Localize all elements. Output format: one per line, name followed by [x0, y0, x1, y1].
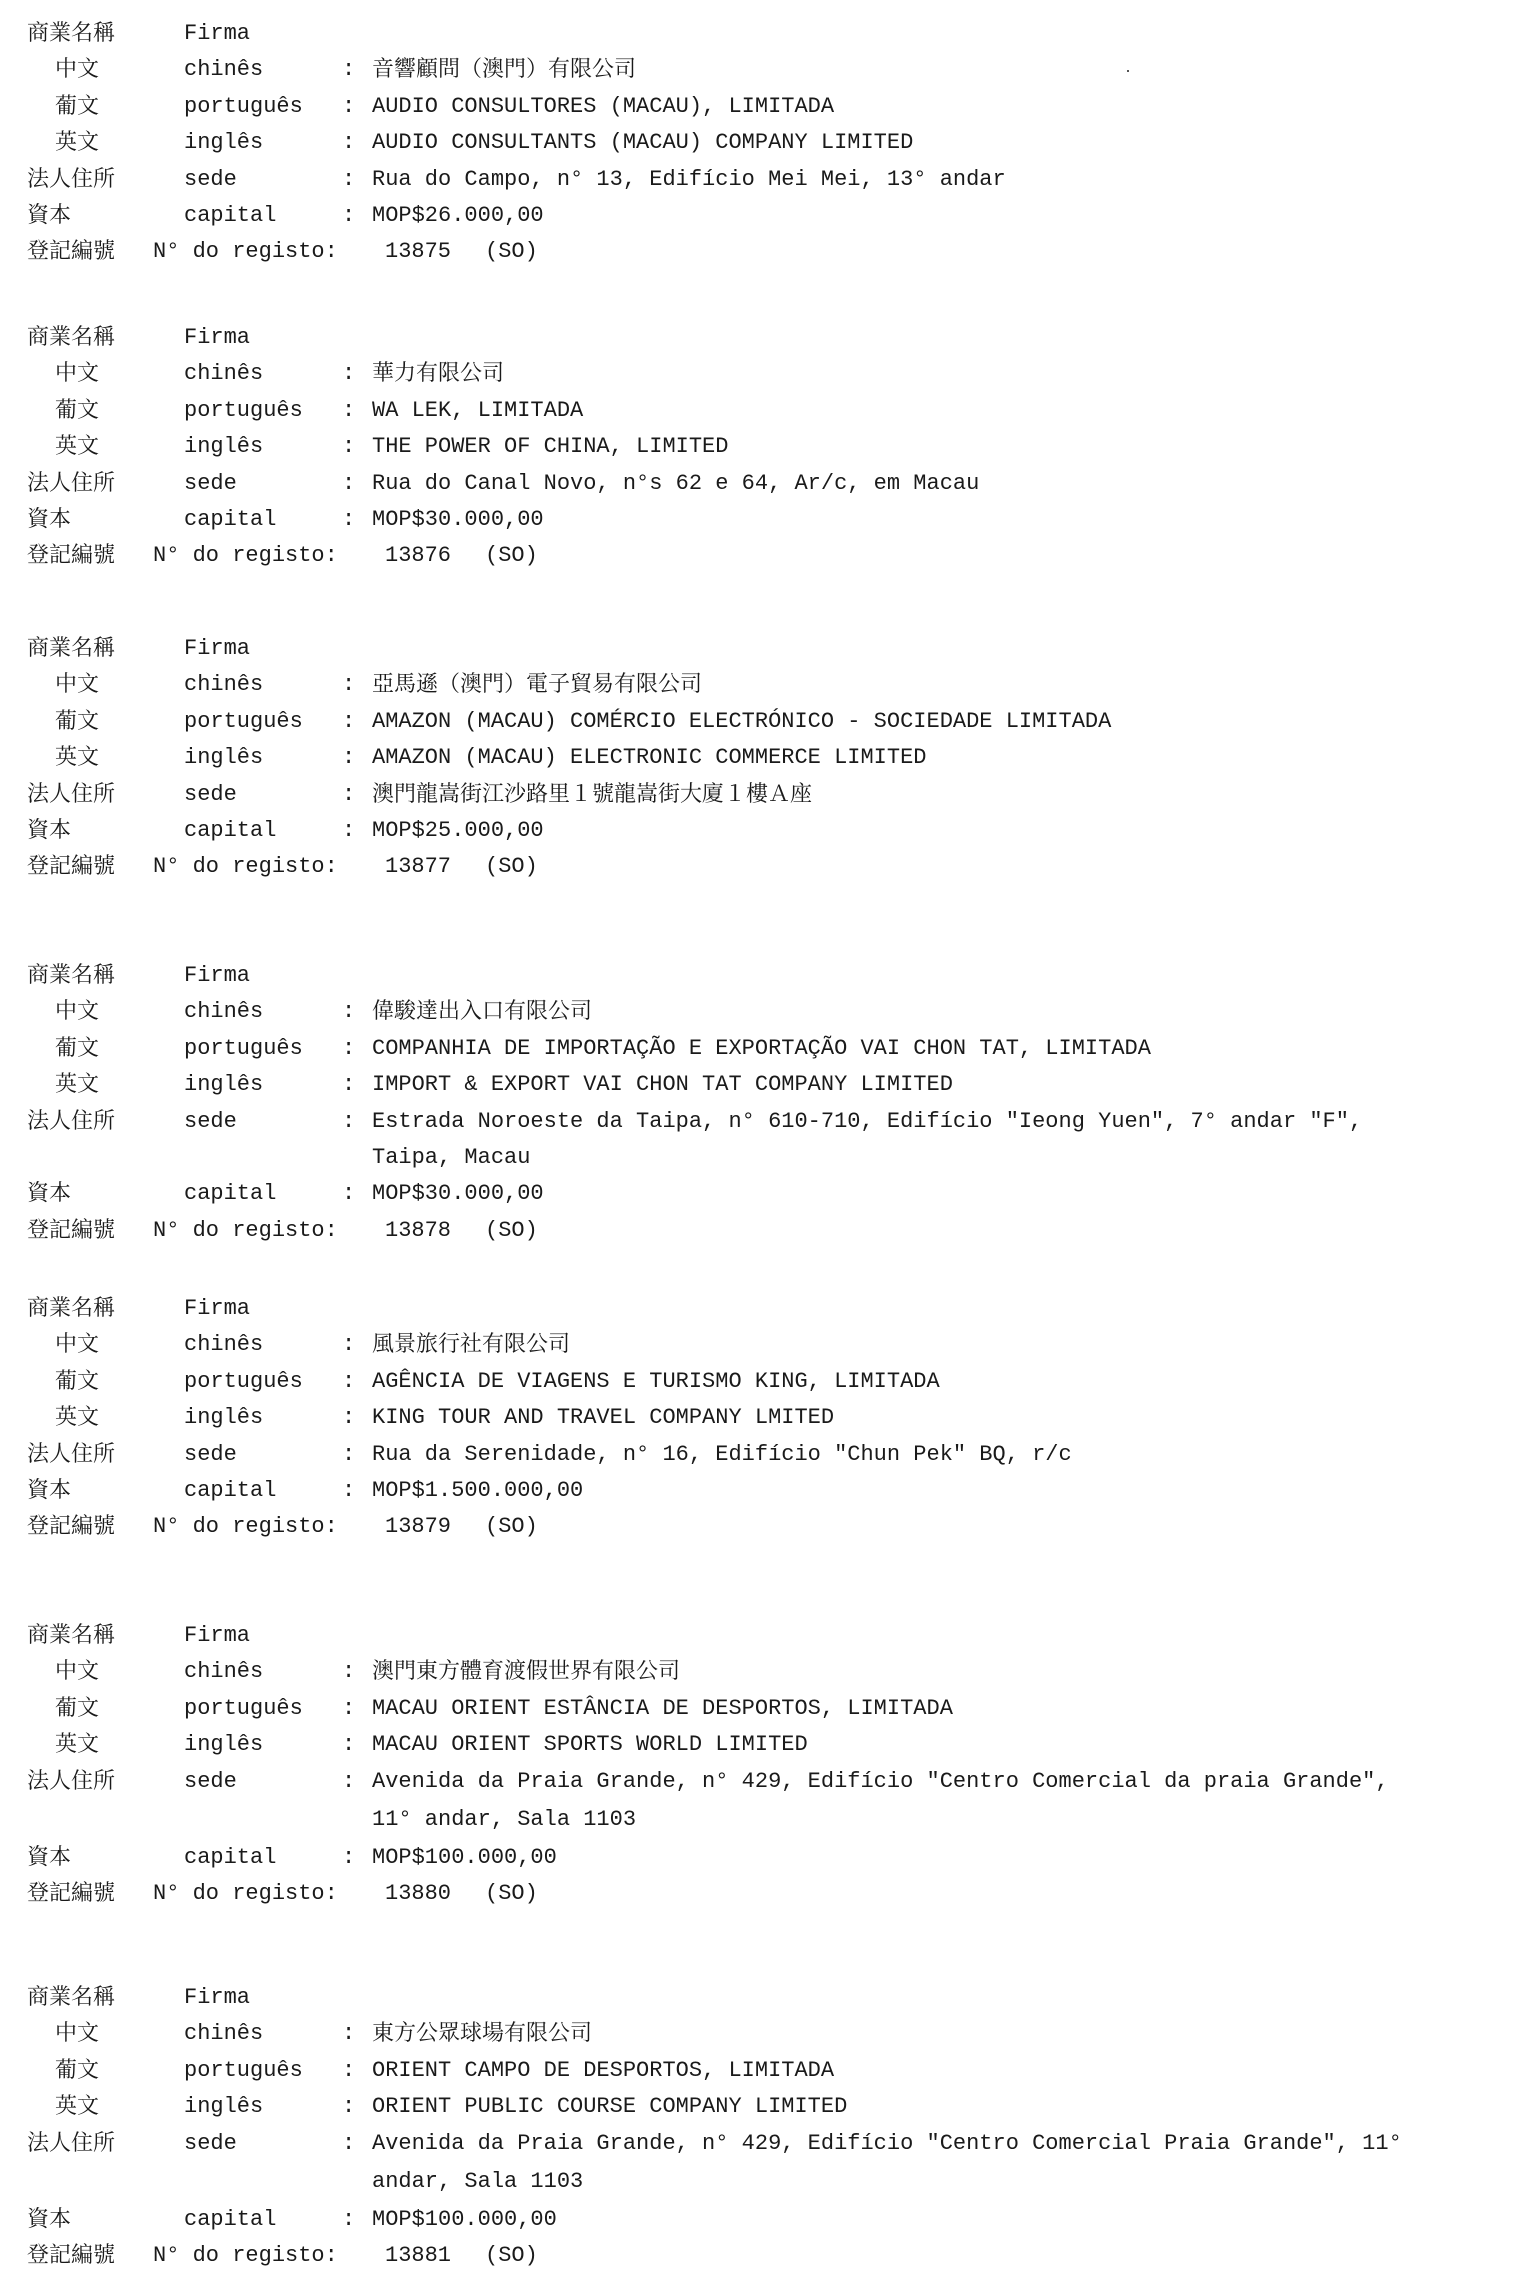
company-entry: [0, 320, 1530, 575]
colon: :: [342, 1181, 356, 1207]
label-ingles-zh: 英文: [55, 1072, 100, 1098]
label-firma-pt: Firma: [184, 1623, 251, 1648]
registo-so: (SO): [485, 2243, 538, 2269]
label-registo-pt: N° do registo:: [153, 239, 338, 265]
firma-row: [0, 16, 1530, 52]
label-ingles-zh: 英文: [55, 745, 100, 771]
label-chines-zh: 中文: [55, 1659, 100, 1685]
english-name-row: [0, 429, 1530, 465]
capital-row: [0, 1176, 1530, 1212]
sede-address-continuation: andar, Sala 1103: [372, 2168, 584, 2194]
label-ingles-zh: 英文: [55, 130, 100, 156]
capital-row: [0, 1840, 1530, 1876]
label-chines-zh: 中文: [55, 672, 100, 698]
label-sede-pt: sede: [184, 470, 237, 496]
english-name: THE POWER OF CHINA, LIMITED: [372, 434, 729, 460]
label-firma-zh: 商業名稱: [27, 1296, 116, 1321]
company-entry: [0, 1291, 1530, 1546]
portuguese-name-row: [0, 704, 1530, 740]
registo-so: (SO): [485, 543, 538, 569]
label-capital-zh: 資本: [27, 202, 72, 228]
label-sede-zh: 法人住所: [27, 1768, 116, 1794]
label-capital-zh: 資本: [27, 1181, 72, 1207]
firma-row: [0, 1980, 1530, 2016]
registo-value: [385, 234, 538, 270]
firma-row: [0, 631, 1530, 667]
colon: :: [342, 2021, 356, 2047]
chinese-name: 華力有限公司: [372, 361, 505, 387]
portuguese-name-row: [0, 2053, 1530, 2089]
firma-row: [0, 1291, 1530, 1327]
english-name: MACAU ORIENT SPORTS WORLD LIMITED: [372, 1732, 808, 1758]
label-registo-zh: 登記編號: [27, 2243, 116, 2269]
label-chines-pt: chinês: [184, 999, 264, 1025]
registo-so: (SO): [485, 1217, 538, 1243]
registo-row: [0, 2238, 1530, 2274]
colon: :: [342, 1659, 356, 1685]
registo-value: [385, 1509, 538, 1545]
colon: :: [342, 361, 356, 387]
colon: :: [342, 1072, 356, 1098]
label-firma-zh: 商業名稱: [27, 1623, 116, 1648]
label-registo-zh: 登記編號: [27, 1217, 116, 1243]
colon: :: [342, 166, 356, 192]
label-portugues-pt: português: [184, 1695, 303, 1721]
label-registo-zh: 登記編號: [27, 1514, 116, 1540]
sede-address: Rua do Canal Novo, n°s 62 e 64, Ar/c, em Macau: [372, 470, 980, 496]
registo-value: [385, 1876, 538, 1912]
label-sede-pt: sede: [184, 166, 237, 192]
label-chines-zh: 中文: [55, 361, 100, 387]
label-chines-pt: chinês: [184, 672, 264, 698]
label-sede-pt: sede: [184, 1441, 237, 1467]
label-firma-pt: Firma: [184, 21, 251, 46]
colon: :: [342, 397, 356, 423]
colon: :: [342, 1732, 356, 1758]
chinese-name: 東方公眾球場有限公司: [372, 2021, 593, 2047]
label-registo-pt: N° do registo:: [153, 543, 338, 569]
label-registo-pt: N° do registo:: [153, 1217, 338, 1243]
company-entry: [0, 1980, 1530, 2275]
label-chines-pt: chinês: [184, 361, 264, 387]
label-ingles-pt: inglês: [184, 1405, 264, 1431]
portuguese-name: MACAU ORIENT ESTÂNCIA DE DESPORTOS, LIMITADA: [372, 1695, 953, 1721]
colon: :: [342, 2206, 356, 2232]
label-chines-pt: chinês: [184, 2021, 264, 2047]
registo-row: [0, 1876, 1530, 1912]
registo-number: 13877: [385, 854, 452, 880]
colon: :: [342, 1768, 356, 1794]
label-portugues-zh: 葡文: [55, 1368, 100, 1394]
sede-address: Avenida da Praia Grande, n° 429, Edifício "Centro Comercial da praia Grande",: [372, 1768, 1389, 1794]
firma-row: [0, 1618, 1530, 1654]
label-chines-zh: 中文: [55, 1332, 100, 1358]
sede-continuation-row: [0, 2162, 1530, 2202]
label-capital-pt: capital: [184, 202, 277, 228]
label-sede-zh: 法人住所: [27, 1108, 116, 1134]
label-chines-zh: 中文: [55, 999, 100, 1025]
label-ingles-pt: inglês: [184, 1072, 264, 1098]
label-portugues-zh: 葡文: [55, 93, 100, 119]
capital-value: MOP$100.000,00: [372, 2206, 557, 2232]
label-sede-pt: sede: [184, 1768, 237, 1794]
label-portugues-pt: português: [184, 1035, 303, 1061]
label-registo-pt: N° do registo:: [153, 2243, 338, 2269]
label-registo-pt: N° do registo:: [153, 1881, 338, 1907]
label-firma-pt: Firma: [184, 636, 251, 661]
portuguese-name: AMAZON (MACAU) COMÉRCIO ELECTRÓNICO - SOCIEDADE LIMITADA: [372, 708, 1112, 734]
label-ingles-pt: inglês: [184, 130, 264, 156]
label-portugues-pt: português: [184, 1368, 303, 1394]
capital-value: MOP$30.000,00: [372, 506, 544, 532]
chinese-name: 風景旅行社有限公司: [372, 1332, 571, 1358]
label-capital-zh: 資本: [27, 506, 72, 532]
label-capital-pt: capital: [184, 1844, 277, 1870]
portuguese-name: AGÊNCIA DE VIAGENS E TURISMO KING, LIMITADA: [372, 1368, 940, 1394]
capital-value: MOP$1.500.000,00: [372, 1477, 584, 1503]
label-chines-zh: 中文: [55, 2021, 100, 2047]
label-firma-zh: 商業名稱: [27, 21, 116, 46]
english-name: AMAZON (MACAU) ELECTRONIC COMMERCE LIMITED: [372, 745, 927, 771]
label-capital-pt: capital: [184, 2206, 277, 2232]
colon: :: [342, 708, 356, 734]
label-capital-pt: capital: [184, 817, 277, 843]
label-sede-pt: sede: [184, 2130, 237, 2156]
english-name-row: [0, 2089, 1530, 2125]
label-chines-pt: chinês: [184, 1332, 264, 1358]
chinese-name-row: [0, 356, 1530, 392]
label-firma-pt: Firma: [184, 963, 251, 988]
portuguese-name-row: [0, 1364, 1530, 1400]
label-ingles-pt: inglês: [184, 745, 264, 771]
english-name-row: [0, 740, 1530, 776]
colon: :: [342, 1108, 356, 1134]
english-name-row: [0, 1727, 1530, 1763]
capital-value: MOP$25.000,00: [372, 817, 544, 843]
label-portugues-zh: 葡文: [55, 2057, 100, 2083]
sede-address: Estrada Noroeste da Taipa, n° 610-710, Edifício "Ieong Yuen", 7° andar "F",: [372, 1108, 1363, 1134]
company-entry: [0, 958, 1530, 1249]
english-name: KING TOUR AND TRAVEL COMPANY LMITED: [372, 1405, 835, 1431]
capital-row: [0, 1473, 1530, 1509]
sede-address: Rua do Campo, n° 13, Edifício Mei Mei, 13° andar: [372, 166, 1006, 192]
label-portugues-pt: português: [184, 708, 303, 734]
colon: :: [342, 1332, 356, 1358]
sede-row: [0, 162, 1530, 198]
registo-so: (SO): [485, 239, 538, 265]
firma-row: [0, 320, 1530, 356]
colon: :: [342, 434, 356, 460]
label-firma-pt: Firma: [184, 1296, 251, 1321]
label-ingles-pt: inglês: [184, 1732, 264, 1758]
label-portugues-pt: português: [184, 397, 303, 423]
label-sede-pt: sede: [184, 1108, 237, 1134]
label-registo-zh: 登記編號: [27, 1881, 116, 1907]
sede-continuation-row: [0, 1140, 1530, 1176]
sede-address-continuation: Taipa, Macau: [372, 1144, 531, 1170]
label-registo-pt: N° do registo:: [153, 1514, 338, 1540]
label-firma-zh: 商業名稱: [27, 325, 116, 350]
label-registo-pt: N° do registo:: [153, 854, 338, 880]
sede-row: [0, 1104, 1530, 1140]
sede-continuation-row: [0, 1800, 1530, 1840]
label-sede-zh: 法人住所: [27, 166, 116, 192]
label-firma-zh: 商業名稱: [27, 636, 116, 661]
label-capital-pt: capital: [184, 1477, 277, 1503]
label-portugues-pt: português: [184, 2057, 303, 2083]
colon: :: [342, 1035, 356, 1061]
colon: :: [342, 1477, 356, 1503]
colon: :: [342, 999, 356, 1025]
chinese-name-row: [0, 2016, 1530, 2052]
label-portugues-zh: 葡文: [55, 397, 100, 423]
english-name: AUDIO CONSULTANTS (MACAU) COMPANY LIMITED: [372, 130, 914, 156]
chinese-name-row: [0, 1654, 1530, 1690]
chinese-name: 亞馬遜（澳門）電子貿易有限公司: [372, 672, 703, 698]
label-sede-zh: 法人住所: [27, 781, 116, 807]
english-name-row: [0, 1067, 1530, 1103]
registo-value: [385, 2238, 538, 2274]
label-capital-zh: 資本: [27, 1477, 72, 1503]
label-capital-zh: 資本: [27, 817, 72, 843]
registo-row: [0, 234, 1530, 270]
registo-so: (SO): [485, 1514, 538, 1540]
registo-row: [0, 1213, 1530, 1249]
registo-row: [0, 849, 1530, 885]
english-name-row: [0, 125, 1530, 161]
chinese-name: 偉駿達出入口有限公司: [372, 999, 593, 1025]
registo-value: [385, 538, 538, 574]
portuguese-name-row: [0, 1691, 1530, 1727]
chinese-name: 澳門東方體育渡假世界有限公司: [372, 1659, 681, 1685]
colon: :: [342, 93, 356, 119]
registo-so: (SO): [485, 1881, 538, 1907]
english-name-row: [0, 1400, 1530, 1436]
colon: :: [342, 1844, 356, 1870]
portuguese-name: AUDIO CONSULTORES (MACAU), LIMITADA: [372, 93, 835, 119]
scan-speck: [1127, 70, 1129, 72]
colon: :: [342, 470, 356, 496]
label-ingles-zh: 英文: [55, 1405, 100, 1431]
sede-row: [0, 1764, 1530, 1800]
label-capital-zh: 資本: [27, 1844, 72, 1870]
label-firma-pt: Firma: [184, 325, 251, 350]
company-entry: [0, 16, 1530, 271]
capital-row: [0, 502, 1530, 538]
chinese-name-row: [0, 994, 1530, 1030]
label-firma-zh: 商業名稱: [27, 963, 116, 988]
label-portugues-zh: 葡文: [55, 1695, 100, 1721]
colon: :: [342, 1368, 356, 1394]
label-ingles-pt: inglês: [184, 434, 264, 460]
chinese-name-row: [0, 52, 1530, 88]
label-sede-zh: 法人住所: [27, 1441, 116, 1467]
label-chines-pt: chinês: [184, 57, 264, 83]
colon: :: [342, 506, 356, 532]
label-ingles-pt: inglês: [184, 2094, 264, 2120]
colon: :: [342, 1405, 356, 1431]
label-ingles-zh: 英文: [55, 1732, 100, 1758]
capital-value: MOP$30.000,00: [372, 1181, 544, 1207]
label-capital-zh: 資本: [27, 2206, 72, 2232]
sede-row: [0, 777, 1530, 813]
colon: :: [342, 672, 356, 698]
registo-number: 13875: [385, 239, 452, 265]
colon: :: [342, 57, 356, 83]
colon: :: [342, 2057, 356, 2083]
capital-row: [0, 2202, 1530, 2238]
company-entry: [0, 1618, 1530, 1913]
colon: :: [342, 745, 356, 771]
capital-value: MOP$26.000,00: [372, 202, 544, 228]
registo-number: 13879: [385, 1514, 452, 1540]
portuguese-name-row: [0, 89, 1530, 125]
label-chines-pt: chinês: [184, 1659, 264, 1685]
capital-value: MOP$100.000,00: [372, 1844, 557, 1870]
registo-value: [385, 1213, 538, 1249]
registo-number: 13881: [385, 2243, 452, 2269]
registo-number: 13878: [385, 1217, 452, 1243]
colon: :: [342, 202, 356, 228]
chinese-name: 音響顧問（澳門）有限公司: [372, 57, 637, 83]
label-firma-zh: 商業名稱: [27, 1985, 116, 2010]
registo-so: (SO): [485, 854, 538, 880]
portuguese-name-row: [0, 393, 1530, 429]
label-sede-pt: sede: [184, 781, 237, 807]
capital-row: [0, 813, 1530, 849]
registo-number: 13880: [385, 1881, 452, 1907]
sede-address: Avenida da Praia Grande, n° 429, Edifício "Centro Comercial Praia Grande", 11°: [372, 2130, 1402, 2156]
label-sede-zh: 法人住所: [27, 470, 116, 496]
portuguese-name: ORIENT CAMPO DE DESPORTOS, LIMITADA: [372, 2057, 835, 2083]
label-portugues-zh: 葡文: [55, 708, 100, 734]
registo-row: [0, 538, 1530, 574]
label-sede-zh: 法人住所: [27, 2130, 116, 2156]
chinese-name-row: [0, 667, 1530, 703]
colon: :: [342, 2094, 356, 2120]
english-name: IMPORT & EXPORT VAI CHON TAT COMPANY LIMITED: [372, 1072, 953, 1098]
label-portugues-pt: português: [184, 93, 303, 119]
registo-value: [385, 849, 538, 885]
colon: :: [342, 130, 356, 156]
english-name: ORIENT PUBLIC COURSE COMPANY LIMITED: [372, 2094, 848, 2120]
label-ingles-zh: 英文: [55, 2094, 100, 2120]
colon: :: [342, 1441, 356, 1467]
portuguese-name-row: [0, 1031, 1530, 1067]
label-ingles-zh: 英文: [55, 434, 100, 460]
colon: :: [342, 781, 356, 807]
colon: :: [342, 1695, 356, 1721]
sede-row: [0, 1437, 1530, 1473]
label-capital-pt: capital: [184, 506, 277, 532]
portuguese-name: WA LEK, LIMITADA: [372, 397, 584, 423]
registo-row: [0, 1509, 1530, 1545]
capital-row: [0, 198, 1530, 234]
sede-row: [0, 466, 1530, 502]
registo-number: 13876: [385, 543, 452, 569]
portuguese-name: COMPANHIA DE IMPORTAÇÃO E EXPORTAÇÃO VAI CHON TAT, LIMITADA: [372, 1035, 1151, 1061]
sede-row: [0, 2126, 1530, 2162]
colon: :: [342, 817, 356, 843]
sede-address-continuation: 11° andar, Sala 1103: [372, 1806, 637, 1832]
label-firma-pt: Firma: [184, 1985, 251, 2010]
label-capital-pt: capital: [184, 1181, 277, 1207]
label-chines-zh: 中文: [55, 57, 100, 83]
company-entry: [0, 631, 1530, 886]
label-portugues-zh: 葡文: [55, 1035, 100, 1061]
label-registo-zh: 登記編號: [27, 854, 116, 880]
colon: :: [342, 2130, 356, 2156]
firma-row: [0, 958, 1530, 994]
label-registo-zh: 登記編號: [27, 239, 116, 265]
chinese-name-row: [0, 1327, 1530, 1363]
label-registo-zh: 登記編號: [27, 543, 116, 569]
sede-address: Rua da Serenidade, n° 16, Edifício "Chun Pek" BQ, r/c: [372, 1441, 1072, 1467]
sede-address: 澳門龍嵩街江沙路里１號龍嵩街大廈１樓Ａ座: [372, 781, 813, 807]
